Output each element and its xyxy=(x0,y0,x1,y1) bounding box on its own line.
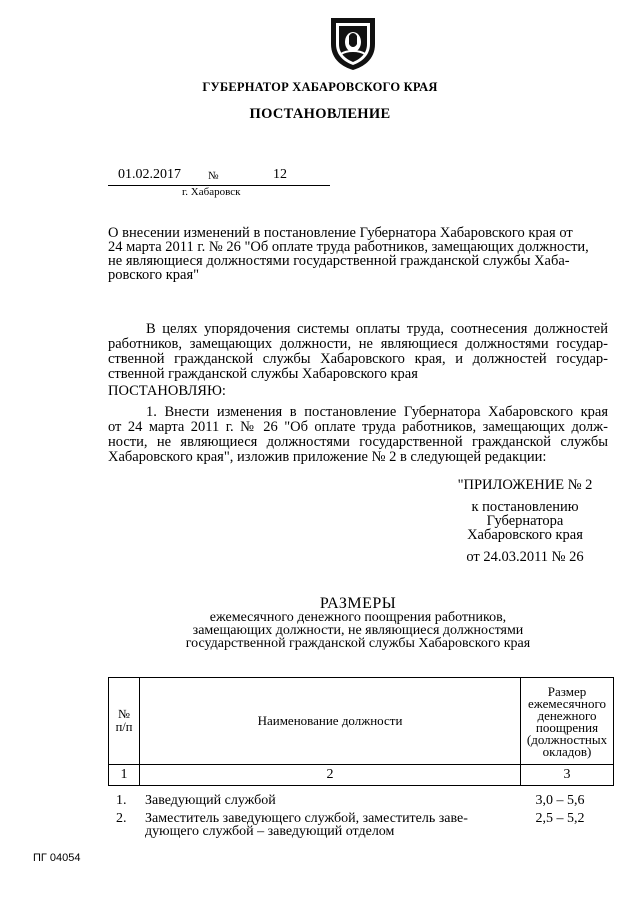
para-line: от 24 марта 2011 г. № 26 "Об оплате труда работников, замещающих долж- xyxy=(108,419,608,435)
appendix-line: Губернатора xyxy=(486,513,564,529)
appendix-line: к постановлению xyxy=(471,499,579,515)
header-size-cell: Размер ежемесячного денежного поощрения (должностных окладов) xyxy=(521,678,614,765)
coat-of-arms-emblem xyxy=(327,14,379,72)
row-position-name: Заведующий службой xyxy=(145,793,276,808)
column-number-cell: 1 xyxy=(109,765,140,786)
appendix-title: "ПРИЛОЖЕНИЕ № 2 xyxy=(457,477,593,493)
para-line: работников, замещающих должности, не являющиеся должностями государ- xyxy=(108,336,608,352)
document-date: 01.02.2017 xyxy=(118,167,181,182)
row-index: 2. xyxy=(116,811,127,826)
positions-table xyxy=(108,677,614,786)
para-line: ственной гражданской службы Хабаровского края, и должностей государ- xyxy=(108,351,608,367)
footer-code: ПГ 04054 xyxy=(33,852,81,864)
column-number-cell: 2 xyxy=(140,765,521,786)
document-subject xyxy=(108,226,608,282)
para-line: Хабаровского края", изложив приложение № 2 в следующей редакции: xyxy=(108,449,547,465)
sizes-title: РАЗМЕРЫ xyxy=(319,595,397,612)
governor-title: ГУБЕРНАТОР ХАБАРОВСКОГО КРАЯ xyxy=(202,80,438,94)
subject-line: 24 марта 2011 г. № 26 "Об оплате труда работников, замещающих должности, xyxy=(108,239,589,255)
appendix-block xyxy=(440,478,610,564)
subtitle-line: ежемесячного денежного поощрения работников, xyxy=(209,610,507,625)
subject-line: не являющиеся должностями государственной гражданской службы Хаба- xyxy=(108,253,570,269)
appendix-line: Хабаровского края xyxy=(467,527,583,543)
subject-line: ровского края" xyxy=(108,267,200,283)
table-column-numbers-row xyxy=(109,765,614,786)
clause-paragraph xyxy=(108,405,608,465)
para-line: ственной гражданской службы Хабаровского края xyxy=(108,366,418,382)
document-type: ПОСТАНОВЛЕНИЕ xyxy=(249,106,391,122)
row-value: 3,0 – 5,6 xyxy=(535,793,585,808)
para-line: ности, не являющиеся должностями государственной гражданской службы xyxy=(108,434,608,450)
date-number-line xyxy=(108,167,330,186)
para-line: В целях упорядочения системы оплаты труда, соотнесения должностей xyxy=(146,321,608,337)
subtitle-line: государственной гражданской службы Хабаровского края xyxy=(185,636,531,651)
table-header-row xyxy=(109,678,614,765)
subtitle-line: замещающих должности, не являющиеся должностями xyxy=(192,623,524,638)
row-value: 2,5 – 5,2 xyxy=(535,811,585,826)
sizes-subtitle xyxy=(0,611,640,650)
document-number: 12 xyxy=(273,167,287,182)
preamble-paragraph xyxy=(108,322,608,382)
column-number-cell: 3 xyxy=(521,765,614,786)
number-sign: № xyxy=(208,170,219,182)
header-name-cell: Наименование должности xyxy=(140,678,521,765)
appendix-line: от 24.03.2011 № 26 xyxy=(466,549,584,565)
subject-line: О внесении изменений в постановление Губернатора Хабаровского края от xyxy=(108,225,573,241)
city-label: г. Хабаровск xyxy=(182,186,241,198)
row-index: 1. xyxy=(116,793,127,808)
para-line: 1. Внести изменения в постановление Губернатора Хабаровского края xyxy=(146,404,608,420)
decree-word: ПОСТАНОВЛЯЮ: xyxy=(108,383,226,399)
row-position-name: Заместитель заведующего службой, заместитель заве- дующего службой – заведующий отделом xyxy=(145,811,468,839)
header-num-cell: № п/п xyxy=(109,678,140,765)
